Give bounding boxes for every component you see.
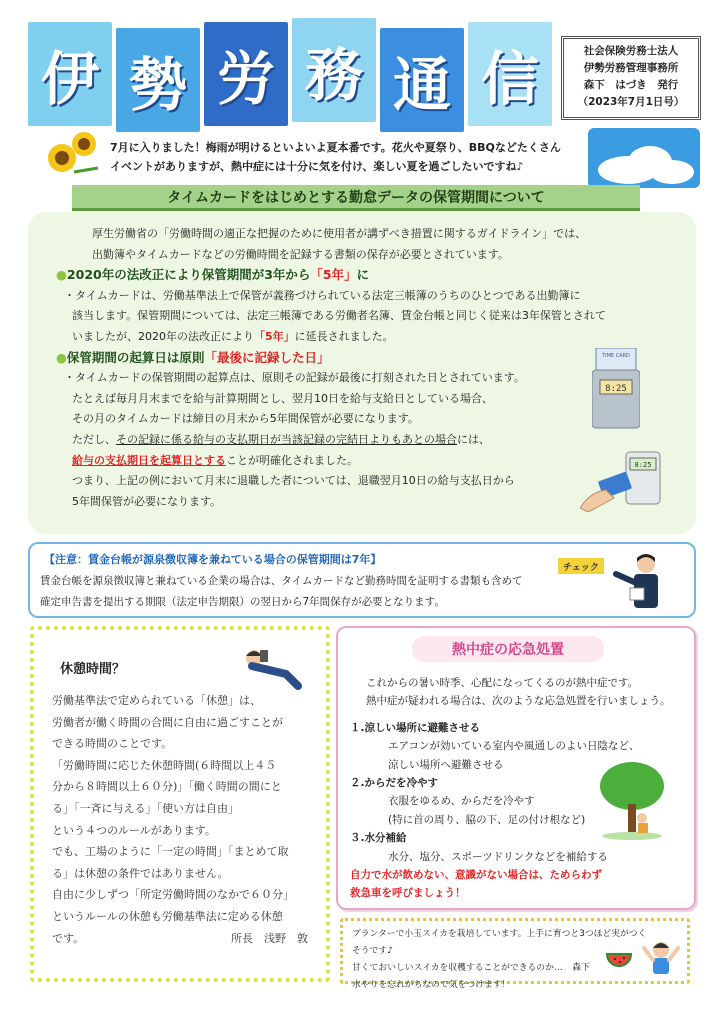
tree-shade-illustration — [596, 760, 668, 840]
rest-line: 労働基準法で定められている「休憩」は、 — [52, 694, 261, 707]
cheering-child-illustration — [640, 938, 682, 980]
sunflower-illustration — [44, 128, 104, 178]
heat-intro: これからの暑い時季、心配になってくるのが熱中症です。 — [366, 677, 639, 689]
rest-line: 労働者が働く時間の合間に自由に過ごすことが — [52, 715, 283, 729]
issue-date: （2023年7月1日号） — [577, 96, 685, 108]
watermelon-icon — [606, 948, 632, 972]
rest-line: できる時間のことです。 — [52, 737, 173, 751]
paragraph: 厚生労働省の「労働時間の適正な把握のために使用者が講ずべき措置に関するガイドライン」では、 — [92, 227, 587, 240]
title-char: 伊 — [28, 22, 112, 126]
heat-step-text: 涼しい場所へ避難させる — [388, 758, 504, 771]
title-char: 勢 — [116, 28, 200, 132]
rest-time-body — [52, 690, 318, 949]
heat-intro: 熱中症が疑われる場合は、次のような応急処置を行いましょう。 — [366, 695, 671, 708]
heat-stroke-title: 熱中症の応急処置 — [412, 636, 604, 662]
column-line: プランターで小玉スイカを栽培しています。上手に育つと3つほど実がつくそうです♪ — [352, 929, 647, 956]
column-line: 甘くておいしいスイカを収穫することができるのか… — [352, 963, 563, 973]
pointing-person-illustration — [612, 552, 668, 614]
rest-line: という４つのルールがあります。 — [52, 823, 216, 837]
publisher-line: 伊勢労務管理事務所 — [583, 62, 679, 74]
notice-line: 賃金台帳を源泉徴収簿と兼ねている企業の場合は、タイムカードなど勤務時間を証明する書類も含めて — [40, 575, 523, 587]
heat-step-text: (特に首の周り、脇の下、足の付け根など) — [388, 813, 586, 826]
reader-time: 8:25 — [634, 461, 652, 469]
rest-line: 自由に少しずつ「所定労働時間のなかで６０分」 — [52, 888, 294, 902]
paragraph: いましたが、2020年の法改正により「5年」に延長されました。 — [72, 329, 394, 343]
rest-signature: 所長 浅野 敦 — [231, 931, 308, 945]
title-char: 通 — [380, 28, 464, 132]
intro-line: イベントがありますが、熱中症には十分に気を付け、楽しい夏を過ごしたいですね♪ — [110, 160, 524, 173]
heat-warning: 救急車を呼びましょう！ — [350, 887, 466, 900]
publisher-line: 社会保険労務士法人 — [583, 45, 679, 57]
main-article — [56, 224, 656, 512]
bullet-heading: ●保管期間の起算日は原則「最後に記録した日」 — [56, 349, 330, 365]
section-banner: タイムカードをはじめとする勤怠データの保管期間について — [72, 185, 640, 211]
title-char: 信 — [468, 22, 552, 126]
heat-step-text: 衣服をゆるめ、からだを冷やす — [388, 795, 535, 808]
publisher-line: 森下 はづき 発行 — [583, 79, 679, 91]
title-char: 務 — [292, 18, 376, 122]
heat-step-text: エアコンが効いている室内や風通しのよい日陰など、 — [388, 740, 640, 753]
paragraph: つまり、上記の例において月末に退職した者については、退職翌月10日の給与支払日から — [72, 474, 515, 488]
rest-time-title: 休憩時間？ — [60, 662, 126, 677]
paragraph: 5年間保管が必要になります。 — [72, 494, 222, 508]
paragraph: ・タイムカードの保管期間の起算点は、原則その記録が最後に打刻された日とされています。 — [64, 371, 525, 385]
time-clock-illustration — [592, 348, 640, 430]
card-reader-illustration — [580, 448, 664, 512]
check-tag: チェック — [558, 558, 604, 574]
heat-step-text: 水分、塩分、スポーツドリンクなどを補給する — [388, 850, 608, 863]
summer-sky-illustration — [588, 128, 700, 188]
clock-time: 8:25 — [605, 384, 627, 394]
paragraph: ・タイムカードは、労働基準法上で保管が義務づけられている法定三帳簿のうちのひとつである出勤簿に — [64, 288, 581, 302]
column-signature: 森下 — [572, 963, 591, 973]
rest-line: です。 — [52, 931, 85, 945]
paragraph: 出勤簿やタイムカードなどの労働時間を記録する書類の保存が必要とされています。 — [92, 247, 509, 261]
notice-body — [40, 571, 560, 613]
paragraph: ただし、その記録に係る給与の支払期日が当該記録の完結日よりもあとの場合には、 — [72, 432, 490, 446]
paragraph: その月のタイムカードは締日の月末から5年間保管が必要になります。 — [72, 412, 419, 426]
relaxing-person-illustration — [234, 644, 304, 692]
bullet-heading: ●2020年の法改正により保管期間が3年から「5年」に — [56, 267, 370, 283]
heat-step-heading: ２.からだを冷やす — [350, 777, 438, 790]
heat-step-heading: ３.水分補給 — [350, 832, 407, 845]
publisher-box — [561, 36, 701, 120]
paragraph: 給与の支払期日を起算日とすることが明確化されました。 — [72, 453, 358, 467]
rest-line: る」「一斉に与える」「使い方は自由」 — [52, 801, 239, 815]
rest-line: というルールの休憩も労働基準法に定める休憩 — [52, 909, 283, 923]
intro-message — [110, 138, 590, 176]
paragraph: たとえば毎月月末までを給与計算期間とし、翌月10日を給与支給日としている場合、 — [72, 391, 493, 405]
column-line: 水やりを忘れがちなので気をつけます！ — [352, 980, 511, 990]
notice-line: 確定申告書を提出する期限（法定申告期限）の翌日から7年間保存が必要となります。 — [40, 596, 445, 608]
rest-line: 分から８時間以上６０分)」「働く時間の間にと — [52, 780, 282, 794]
newsletter-title — [20, 22, 560, 130]
rest-line: 「労働時間に応じた休憩時間(６時間以上４５ — [52, 758, 277, 772]
intro-line: 7月に入りました！梅雨が明けるといよいよ夏本番です。花火や夏祭り、BBQなどたくさん — [110, 141, 561, 154]
clock-card-label: TIME CARD — [602, 353, 630, 359]
rest-line: でも、工場のように「一定の時間」「まとめて取 — [52, 845, 289, 859]
heat-warning: 自力で水が飲めない、意識がない場合は、ためらわず — [350, 869, 602, 882]
rest-line: る」は休憩の条件ではありません。 — [52, 866, 229, 880]
heat-step-heading: １.涼しい場所に避難させる — [350, 721, 480, 734]
title-char: 労 — [204, 22, 288, 126]
notice-heading: 【注意：賃金台帳が源泉徴収簿を兼ねている場合の保管期間は7年】 — [44, 553, 382, 566]
paragraph: 該当します。保管期間については、法定三帳簿である労働者名簿、賃金台帳と同じく従来は3年保管とされて — [72, 309, 606, 323]
